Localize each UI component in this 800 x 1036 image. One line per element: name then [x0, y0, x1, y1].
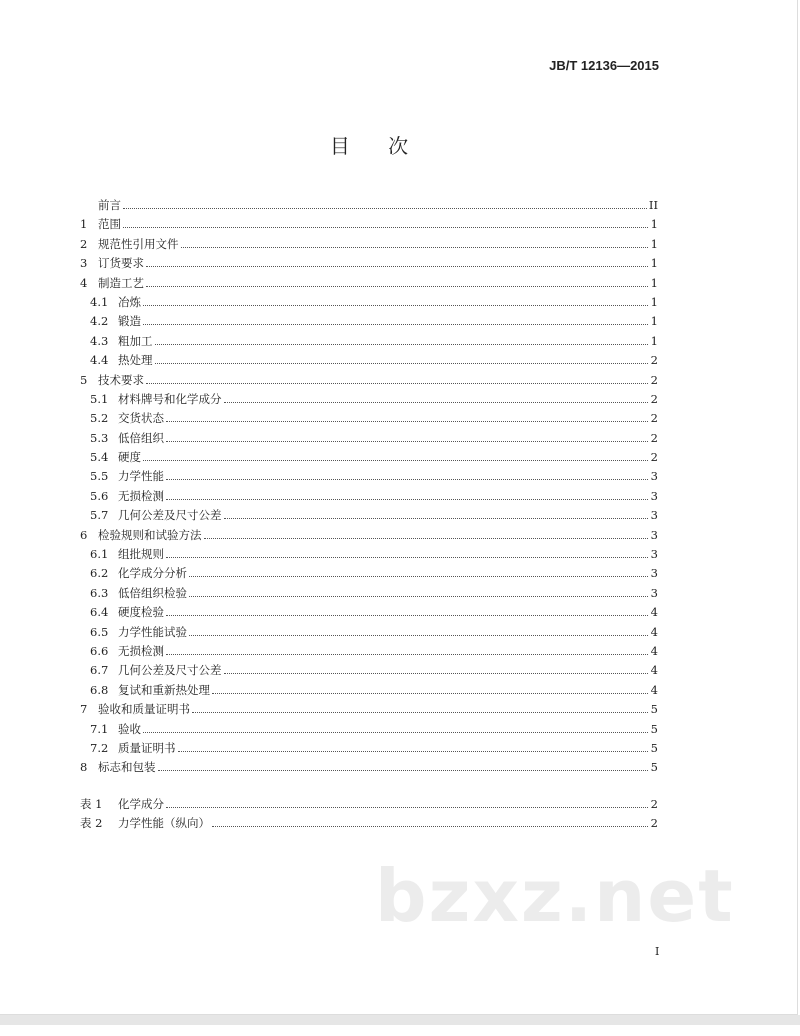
toc-entry-number: 4.1 [90, 294, 109, 309]
toc-entry-page: 3 [650, 488, 658, 503]
toc-entry-title: 交货状态 [118, 411, 164, 426]
leader-dots [212, 825, 648, 827]
toc-entry-title: 热处理 [118, 353, 153, 368]
toc-entry-title: 制造工艺 [98, 275, 144, 290]
leader-dots [143, 459, 648, 461]
toc-entry[interactable] [80, 700, 658, 719]
toc-entry-number: 6.6 [90, 643, 109, 658]
toc-entry-title: 力学性能（纵向） [118, 816, 210, 831]
toc-table-entry[interactable] [80, 814, 658, 833]
toc-entry[interactable] [80, 564, 658, 583]
toc-entry[interactable] [80, 312, 658, 331]
toc-entry[interactable] [80, 196, 658, 215]
leader-dots [189, 634, 648, 636]
toc-entry-title: 无损检测 [118, 643, 164, 658]
toc-entry-number: 8 [80, 760, 88, 775]
toc-entry[interactable] [80, 467, 658, 486]
leader-dots [143, 731, 648, 733]
toc-entry-number: 5.1 [90, 391, 109, 406]
page-title [0, 130, 740, 159]
leader-dots [224, 672, 649, 674]
toc-entry-page: 1 [650, 217, 658, 232]
leader-dots [146, 285, 648, 287]
toc-entry-page: 2 [650, 411, 658, 426]
toc-entry-page: 3 [650, 469, 658, 484]
toc-entry-title: 力学性能 [118, 469, 164, 484]
toc-entry-number: 6.5 [90, 624, 109, 639]
toc-entry-number: 5.5 [90, 469, 109, 484]
toc-entry-page: II [648, 198, 658, 212]
leader-dots [166, 440, 648, 442]
toc-entry[interactable] [80, 623, 658, 642]
toc-entry[interactable] [80, 351, 658, 370]
toc-entry[interactable] [80, 254, 658, 273]
toc-entry-page: 5 [650, 740, 658, 755]
page-number: I [655, 945, 660, 958]
toc-entry[interactable] [80, 235, 658, 254]
page-separator [0, 1015, 800, 1025]
toc-entry[interactable] [80, 739, 658, 758]
toc-entry-number: 6.2 [90, 566, 109, 581]
toc-entry[interactable] [80, 371, 658, 390]
toc-entry[interactable] [80, 332, 658, 351]
toc-entry-title: 化学成分分析 [118, 566, 187, 581]
toc-entry-number: 表 1 [80, 796, 103, 811]
toc-entry-number: 5.2 [90, 411, 109, 426]
toc-entry-title: 低倍组织 [118, 430, 164, 445]
toc-entry-number: 7 [80, 702, 88, 717]
toc-entry-page: 5 [650, 702, 658, 717]
toc-entry[interactable] [80, 429, 658, 448]
toc-entry-title: 规范性引用文件 [98, 236, 179, 251]
watermark: bzxz.net [375, 854, 735, 938]
toc-entry-number: 6.4 [90, 605, 109, 620]
leader-dots [166, 614, 648, 616]
toc-entry-number: 4.2 [90, 314, 109, 329]
title-char: 次 [388, 134, 411, 158]
toc-entry-page: 5 [650, 760, 658, 775]
leader-dots [181, 246, 649, 248]
toc-entry-number: 2 [80, 236, 88, 251]
toc-entry-title: 组批规则 [118, 547, 164, 562]
toc-entry[interactable] [80, 409, 658, 428]
toc-entry-title: 标志和包装 [98, 760, 156, 775]
table-of-contents [80, 196, 658, 834]
toc-entry-number: 5.3 [90, 430, 109, 445]
leader-dots [166, 498, 648, 500]
title-char: 目 [329, 134, 352, 158]
toc-entry-title: 技术要求 [98, 372, 144, 387]
toc-entry-number: 6.1 [90, 547, 109, 562]
toc-entry-title: 范围 [98, 217, 121, 232]
leader-dots [166, 653, 648, 655]
toc-entry-number: 5 [80, 372, 88, 387]
leader-dots [166, 420, 648, 422]
leader-dots [155, 362, 649, 364]
toc-entry-title: 验收 [118, 721, 141, 736]
leader-dots [166, 556, 648, 558]
toc-entry-page: 4 [650, 663, 658, 678]
toc-entry-title: 前言 [98, 198, 121, 212]
toc-entry-page: 1 [650, 314, 658, 329]
toc-entry-page: 3 [650, 566, 658, 581]
toc-entry-page: 1 [650, 275, 658, 290]
leader-dots [155, 343, 649, 345]
toc-entry-page: 3 [650, 527, 658, 542]
leader-dots [146, 382, 648, 384]
toc-entry-page: 2 [650, 353, 658, 368]
toc-entry-page: 4 [650, 624, 658, 639]
toc-entry[interactable] [80, 642, 658, 661]
toc-entry[interactable] [80, 661, 658, 680]
toc-entry-page: 4 [650, 605, 658, 620]
toc-entry-number: 4.3 [90, 333, 109, 348]
leader-dots [123, 207, 647, 209]
leader-dots [224, 401, 649, 403]
toc-entry-title: 订货要求 [98, 256, 144, 271]
toc-entry-title: 材料牌号和化学成分 [118, 391, 222, 406]
toc-entry-title: 锻造 [118, 314, 141, 329]
toc-entry[interactable] [80, 681, 658, 700]
toc-entry-title: 检验规则和试验方法 [98, 527, 202, 542]
toc-entry-number: 6.7 [90, 663, 109, 678]
toc-entry-title: 硬度检验 [118, 605, 164, 620]
toc-entry[interactable] [80, 390, 658, 409]
toc-entry-page: 2 [650, 430, 658, 445]
toc-entry-page: 1 [650, 294, 658, 309]
toc-entry-number: 表 2 [80, 816, 103, 831]
toc-entry-number: 6.8 [90, 682, 109, 697]
toc-entry-title: 无损检测 [118, 488, 164, 503]
toc-entry-page: 5 [650, 721, 658, 736]
leader-dots [189, 575, 648, 577]
toc-entry-page: 4 [650, 682, 658, 697]
toc-entry-page: 2 [650, 796, 658, 811]
toc-entry[interactable] [80, 758, 658, 777]
toc-entry-page: 3 [650, 585, 658, 600]
toc-entry-number: 1 [80, 217, 88, 232]
toc-entry[interactable] [80, 506, 658, 525]
toc-entry-title: 硬度 [118, 450, 141, 465]
toc-entry[interactable] [80, 448, 658, 467]
spacer [80, 778, 658, 795]
leader-dots [204, 537, 649, 539]
toc-entry-number: 7.2 [90, 740, 109, 755]
toc-entry[interactable] [80, 526, 658, 545]
leader-dots [212, 692, 648, 694]
leader-dots [146, 265, 648, 267]
toc-entry-page: 1 [650, 256, 658, 271]
toc-entry-page: 3 [650, 508, 658, 523]
toc-entry-title: 低倍组织检验 [118, 585, 187, 600]
leader-dots [123, 226, 648, 228]
toc-entry-title: 质量证明书 [118, 740, 176, 755]
toc-entry-number: 5.4 [90, 450, 109, 465]
toc-entry-number: 5.6 [90, 488, 109, 503]
toc-entry-page: 2 [650, 391, 658, 406]
toc-entry-title: 几何公差及尺寸公差 [118, 508, 222, 523]
leader-dots [178, 750, 649, 752]
toc-entry-number: 6 [80, 527, 88, 542]
leader-dots [166, 806, 648, 808]
toc-entry-number: 3 [80, 256, 88, 271]
toc-entry-title: 几何公差及尺寸公差 [118, 663, 222, 678]
leader-dots [189, 595, 648, 597]
toc-entry-title: 化学成分 [118, 796, 164, 811]
toc-entry[interactable] [80, 720, 658, 739]
leader-dots [143, 304, 648, 306]
standard-number: JB/T 12136—2015 [549, 58, 659, 73]
toc-entry-page: 2 [650, 372, 658, 387]
toc-entry-page: 1 [650, 236, 658, 251]
leader-dots [192, 711, 648, 713]
leader-dots [143, 323, 648, 325]
toc-entry-title: 验收和质量证明书 [98, 702, 190, 717]
toc-entry[interactable] [80, 274, 658, 293]
toc-entry-title: 粗加工 [118, 333, 153, 348]
toc-entry-page: 1 [650, 333, 658, 348]
toc-entry[interactable] [80, 603, 658, 622]
toc-entry[interactable] [80, 545, 658, 564]
toc-entry-number: 4 [80, 275, 88, 290]
toc-entry[interactable] [80, 293, 658, 312]
toc-entry[interactable] [80, 584, 658, 603]
leader-dots [166, 478, 648, 480]
toc-entry-number: 4.4 [90, 353, 109, 368]
toc-entry-page: 4 [650, 643, 658, 658]
toc-entry-title: 冶炼 [118, 294, 141, 309]
toc-entry-number: 5.7 [90, 508, 109, 523]
toc-entry[interactable] [80, 487, 658, 506]
toc-entry-page: 3 [650, 547, 658, 562]
toc-entry-page: 2 [650, 816, 658, 831]
leader-dots [158, 769, 649, 771]
toc-table-entry[interactable] [80, 795, 658, 814]
leader-dots [224, 517, 649, 519]
toc-entry[interactable] [80, 215, 658, 234]
toc-entry-number: 6.3 [90, 585, 109, 600]
toc-entry-page: 2 [650, 450, 658, 465]
toc-entry-title: 复试和重新热处理 [118, 682, 210, 697]
toc-entry-title: 力学性能试验 [118, 624, 187, 639]
toc-entry-number: 7.1 [90, 721, 109, 736]
